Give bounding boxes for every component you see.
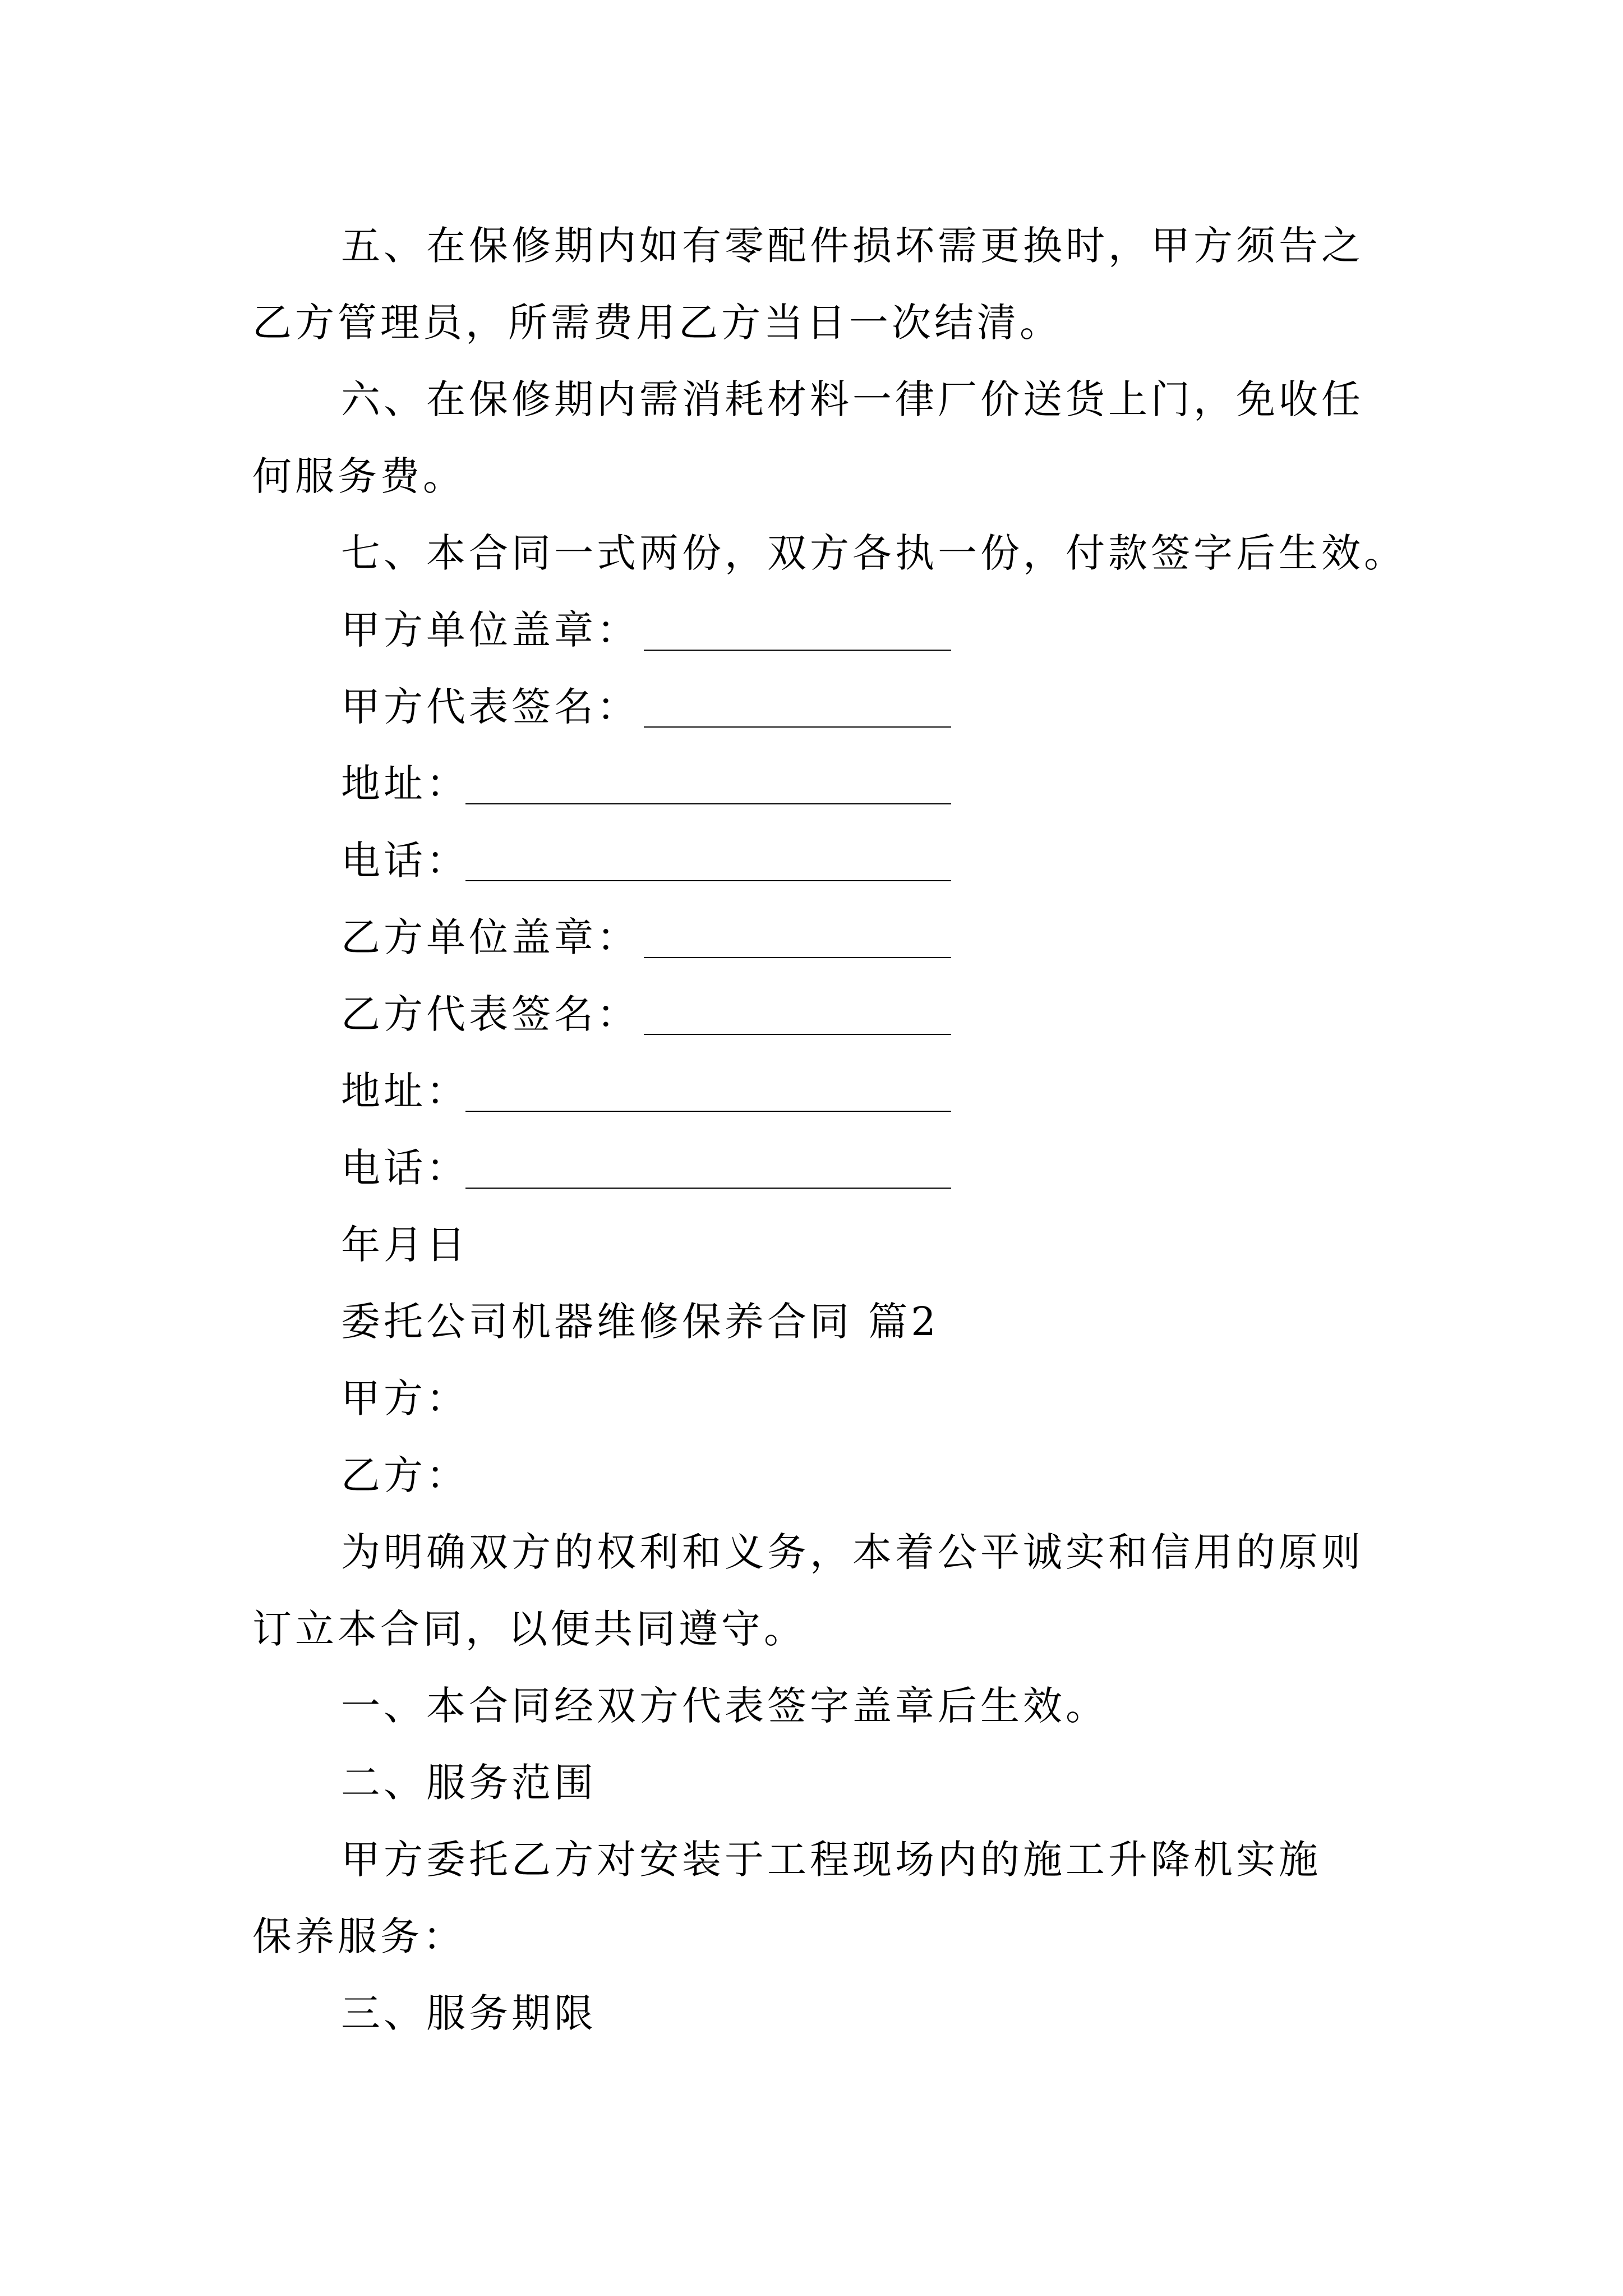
section-heading: 三、服务期限 — [341, 1990, 597, 2036]
party-a-signature-blank — [644, 726, 951, 728]
paragraph-line: 七、本合同一式两份，双方各执一份，付款签字后生效。 — [341, 530, 1407, 576]
date-line: 年月日 — [341, 1222, 469, 1268]
party-b-seal-label: 乙方单位盖章： — [341, 914, 639, 960]
party-b-label: 乙方： — [341, 1452, 469, 1498]
paragraph-line: 一、本合同经双方代表签字盖章后生效。 — [341, 1683, 1108, 1729]
party-b-seal-blank — [644, 957, 951, 958]
paragraph-line: 保养服务： — [252, 1913, 465, 1959]
party-a-seal-label: 甲方单位盖章： — [341, 607, 639, 653]
section-heading: 二、服务范围 — [341, 1760, 597, 1806]
paragraph-line: 为明确双方的权利和义务，本着公平诚实和信用的原则 — [341, 1529, 1364, 1575]
party-b-address-label: 地址： — [341, 1068, 469, 1114]
party-a-phone-blank — [465, 880, 951, 881]
party-b-signature-label: 乙方代表签名： — [341, 991, 639, 1037]
party-a-address-blank — [465, 803, 951, 804]
party-b-phone-label: 电话： — [341, 1145, 469, 1191]
party-a-address-label: 地址： — [341, 761, 469, 807]
party-a-signature-label: 甲方代表签名： — [341, 684, 639, 730]
paragraph-line: 订立本合同，以便共同遵守。 — [252, 1606, 806, 1652]
paragraph-line: 乙方管理员，所需费用乙方当日一次结清。 — [252, 300, 1062, 346]
party-b-address-blank — [465, 1111, 951, 1112]
paragraph-line: 六、在保修期内需消耗材料一律厂价送货上门，免收任 — [341, 376, 1364, 422]
party-a-phone-label: 电话： — [341, 838, 469, 884]
party-a-label: 甲方： — [341, 1375, 469, 1421]
paragraph-line: 五、在保修期内如有零配件损坏需更换时，甲方须告之 — [341, 223, 1364, 269]
party-b-signature-blank — [644, 1034, 951, 1035]
paragraph-line: 甲方委托乙方对安装于工程现场内的施工升降机实施 — [341, 1837, 1321, 1883]
paragraph-line: 何服务费。 — [252, 453, 465, 499]
party-a-seal-blank — [644, 650, 951, 651]
section-title: 委托公司机器维修保养合同 篇2 — [341, 1299, 939, 1345]
party-b-phone-blank — [465, 1188, 951, 1189]
